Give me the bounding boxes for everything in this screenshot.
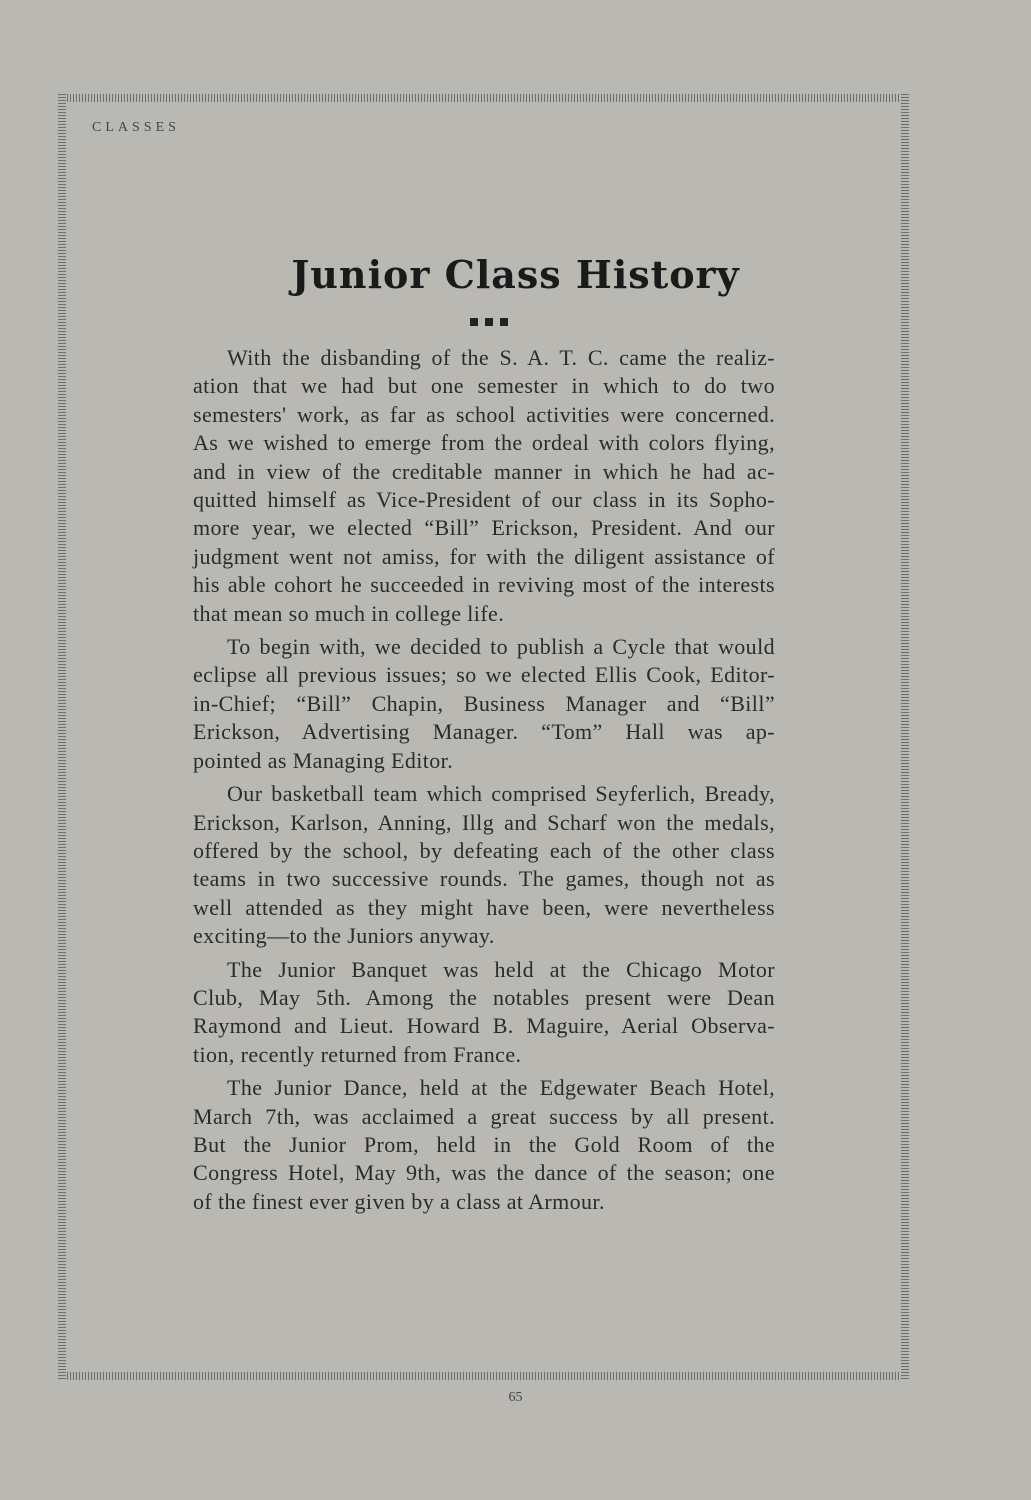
page-number: 65 — [508, 1390, 523, 1405]
text-line: Erickson, Advertising Manager. “Tom” Hall was ap- — [193, 719, 775, 745]
text-line: tion, recently returned from France. — [193, 1041, 522, 1067]
text-line: semesters' work, as far as school activities were concerned. — [193, 401, 775, 427]
text-line: and in view of the creditable manner in which he had ac- — [193, 458, 775, 484]
paragraph — [193, 780, 775, 950]
text-line: that mean so much in college life. — [193, 600, 505, 626]
text-line: Erickson, Karlson, Anning, Illg and Scharf won the medals, — [193, 809, 775, 835]
paragraph — [193, 956, 775, 1070]
text-line: his able cohort he succeeded in reviving most of the interests — [193, 572, 775, 598]
article-body — [193, 344, 775, 1221]
border-bottom — [58, 1372, 909, 1380]
page-title: Junior Class History — [291, 252, 740, 297]
text-line: Congress Hotel, May 9th, was the dance of the season; one — [193, 1160, 775, 1186]
text-line: ation that we had but one semester in which to do two — [193, 373, 775, 399]
text-line: March 7th, was acclaimed a great success by all present. — [193, 1103, 775, 1129]
text-line: of the finest ever given by a class at Armour. — [193, 1188, 605, 1214]
text-line: well attended as they might have been, were nevertheless — [193, 894, 775, 920]
text-line: pointed as Managing Editor. — [193, 747, 454, 773]
text-line: judgment went not amiss, for with the diligent assistance of — [193, 543, 775, 569]
text-line: Club, May 5th. Among the notables present were Dean — [193, 984, 775, 1010]
paragraph — [193, 344, 775, 628]
ornament-dots — [470, 318, 508, 326]
paragraph — [193, 1074, 775, 1216]
text-line: Our basketball team which comprised Seyferlich, Bready, — [227, 781, 775, 807]
text-line: teams in two successive rounds. The games, though not as — [193, 866, 775, 892]
text-line: With the disbanding of the S. A. T. C. came the realiz- — [227, 345, 775, 370]
text-line: But the Junior Prom, held in the Gold Room of the — [193, 1131, 775, 1157]
text-line: offered by the school, by defeating each of the other class — [193, 837, 775, 863]
section-header: CLASSES — [92, 120, 180, 135]
text-line: eclipse all previous issues; so we elected Ellis Cook, Editor- — [193, 662, 775, 688]
paragraph — [193, 633, 775, 775]
border-top — [58, 94, 909, 102]
text-line: As we wished to emerge from the ordeal with colors flying, — [193, 430, 775, 456]
text-line: exciting—to the Juniors anyway. — [193, 923, 495, 949]
text-line: more year, we elected “Bill” Erickson, President. And our — [193, 515, 775, 541]
text-line: Raymond and Lieut. Howard B. Maguire, Aerial Observa- — [193, 1013, 775, 1039]
text-line: The Junior Dance, held at the Edgewater Beach Hotel, — [227, 1075, 775, 1101]
text-line: quitted himself as Vice-President of our class in its Sopho- — [193, 487, 775, 513]
text-line: To begin with, we decided to publish a Cycle that would — [227, 634, 775, 660]
text-line: The Junior Banquet was held at the Chicago Motor — [227, 956, 775, 982]
text-line: in-Chief; “Bill” Chapin, Business Manager and “Bill” — [193, 690, 775, 716]
